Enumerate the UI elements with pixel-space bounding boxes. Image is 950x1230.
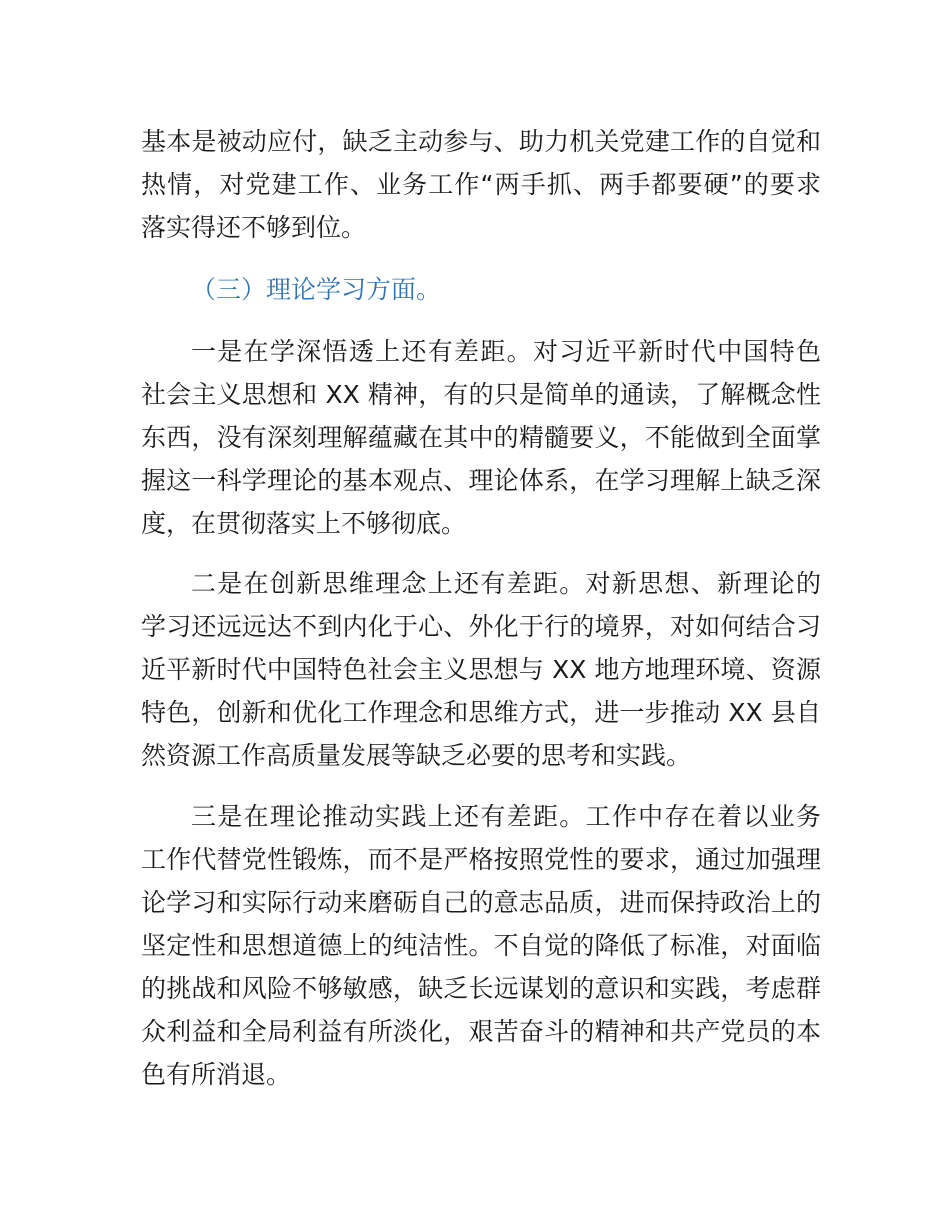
paragraph-3-line-1: 二是在创新思维理念上还有差距。对新思想、新理论的 [191, 569, 821, 598]
paragraph-1-line-3: 落实得还不够到位。 [141, 213, 367, 242]
paragraph-4-line-6: 众利益和全局利益有所淡化，艰苦奋斗的精神和共产党员的本 [141, 1017, 821, 1046]
paragraph-3-line-2: 学习还远远达不到内化于心、外化于行的境界，对如何结合习 [141, 612, 821, 641]
paragraph-1-line-1: 基本是被动应付，缺乏主动参与、助力机关党建工作的自觉和 [141, 127, 821, 156]
paragraph-4-line-4: 坚定性和思想道德上的纯洁性。不自觉的降低了标准，对面临 [141, 931, 821, 960]
paragraph-2-line-3: 东西，没有深刻理解蕴藏在其中的精髓要义，不能做到全面掌 [141, 423, 821, 452]
section-heading: （三）理论学习方面。 [191, 275, 442, 304]
paragraph-4-line-5: 的挑战和风险不够敏感，缺乏长远谋划的意识和实践，考虑群 [141, 974, 821, 1003]
paragraph-3-line-4: 特色，创新和优化工作理念和思维方式，进一步推动 XX 县自 [141, 698, 821, 727]
paragraph-4-line-7: 色有所消退。 [141, 1060, 292, 1089]
paragraph-4-line-3: 论学习和实际行动来磨砺自己的意志品质，进而保持政治上的 [141, 888, 821, 917]
paragraph-4-line-2: 工作代替党性锻炼，而不是严格按照党性的要求，通过加强理 [141, 845, 821, 874]
paragraph-2-line-2: 社会主义思想和 XX 精神，有的只是简单的通读，了解概念性 [141, 380, 821, 409]
paragraph-3-line-3: 近平新时代中国特色社会主义思想与 XX 地方地理环境、资源 [141, 655, 821, 684]
paragraph-2-line-1: 一是在学深悟透上还有差距。对习近平新时代中国特色 [191, 337, 821, 366]
paragraph-4-line-1: 三是在理论推动实践上还有差距。工作中存在着以业务 [191, 802, 821, 831]
paragraph-1-line-2: 热情，对党建工作、业务工作“两手抓、两手都要硬”的要求 [141, 170, 821, 199]
paragraph-2-line-4: 握这一科学理论的基本观点、理论体系，在学习理解上缺乏深 [141, 466, 821, 495]
paragraph-2-line-5: 度，在贯彻落实上不够彻底。 [141, 509, 467, 538]
paragraph-3-line-5: 然资源工作高质量发展等缺乏必要的思考和实践。 [141, 741, 692, 770]
